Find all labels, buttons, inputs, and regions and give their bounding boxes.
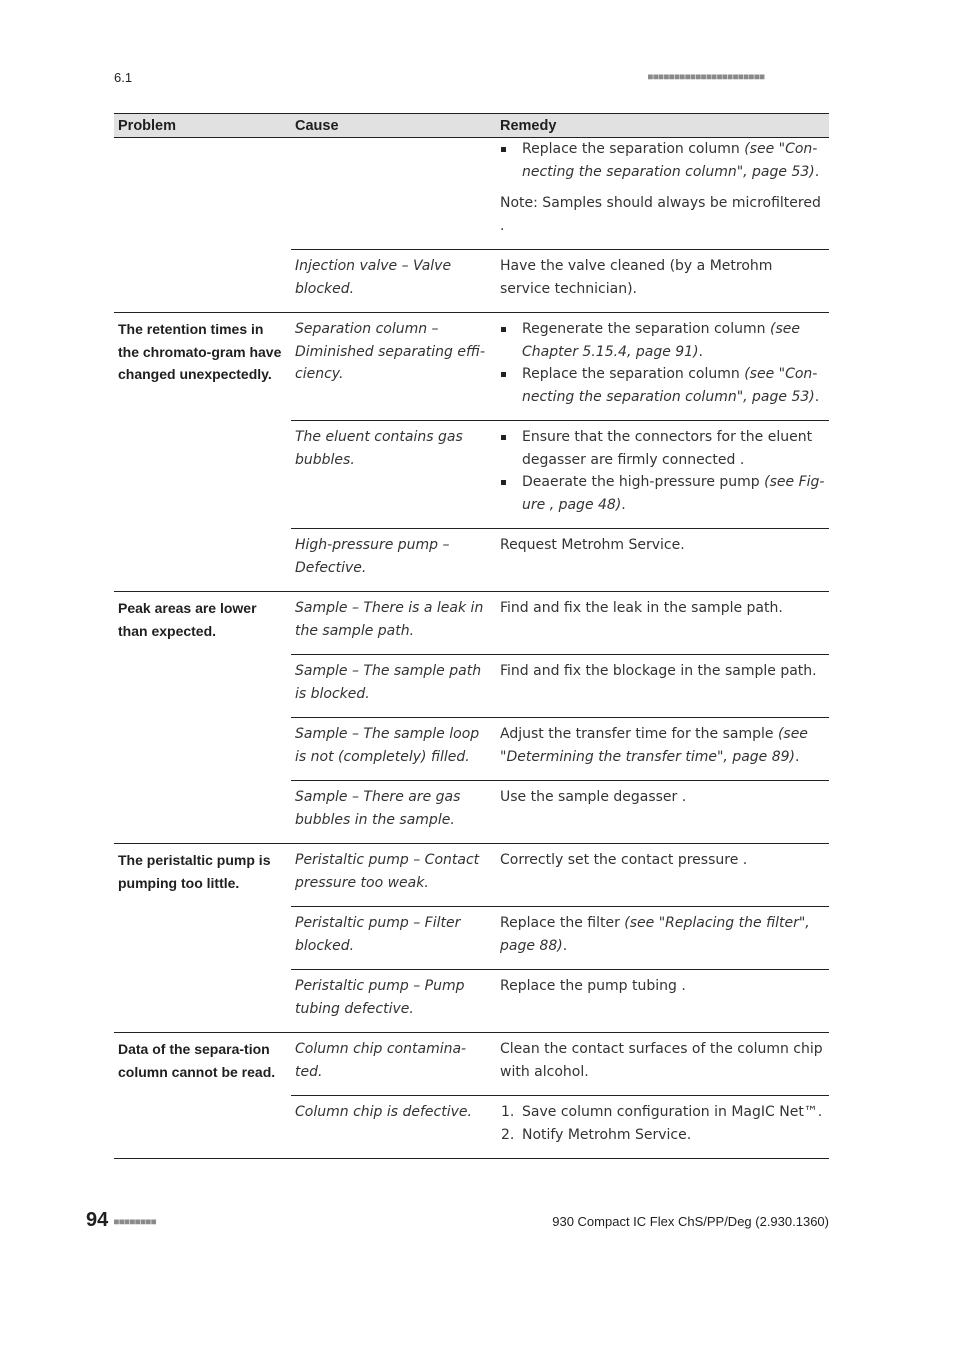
problem-cell: Peak areas are lower than expected. bbox=[114, 592, 291, 844]
remedy-cell: Replace the filter (see "Replacing the filter", page 88). bbox=[496, 907, 829, 970]
cause-cell: Sample – There are gas bubbles in the sample. bbox=[291, 781, 496, 844]
table-row bbox=[114, 1033, 829, 1096]
cause-cell: Peristaltic pump – Pump tubing defective. bbox=[291, 970, 496, 1033]
header-remedy: Remedy bbox=[496, 114, 829, 138]
footer-decoration: ■■■■■■■■ bbox=[114, 1217, 157, 1226]
remedy-cell bbox=[496, 313, 829, 421]
note-text: Note: Samples should always be microfiltered . bbox=[500, 195, 821, 234]
header-decoration: ■■■■■■■■■■■■■■■■■■■■■■ bbox=[648, 72, 765, 81]
remedy-cell: Have the valve cleaned (by a Metrohm service technician). bbox=[496, 250, 829, 313]
section-number: 6.1 bbox=[114, 70, 133, 85]
remedy-cell bbox=[496, 421, 829, 529]
remedy-list bbox=[500, 426, 825, 516]
cause-cell: Sample – The sample path is blocked. bbox=[291, 655, 496, 718]
remedy-list bbox=[500, 138, 825, 183]
remedy-cell bbox=[496, 1096, 829, 1159]
remedy-cell: Adjust the transfer time for the sample (see "Determining the transfer time", page 89). bbox=[496, 718, 829, 781]
list-item: 1. Save column configuration in MagIC Net™. bbox=[501, 1104, 823, 1120]
cause-cell: Peristaltic pump – Contact pressure too weak. bbox=[291, 844, 496, 907]
remedy-cell: Clean the contact surfaces of the column chip with alcohol. bbox=[496, 1033, 829, 1096]
remedy-cell bbox=[496, 138, 829, 250]
cause-cell: Peristaltic pump – Filter blocked. bbox=[291, 907, 496, 970]
list-item: Replace the separation column (see "Con-necting the separation column", page 53). bbox=[500, 363, 825, 408]
remedy-cell: Use the sample degasser . bbox=[496, 781, 829, 844]
cause-cell: Sample – There is a leak in the sample path. bbox=[291, 592, 496, 655]
problem-cell: The retention times in the chromato-gram have changed unexpectedly. bbox=[114, 313, 291, 592]
cause-cell: High-pressure pump – Defective. bbox=[291, 529, 496, 592]
remedy-cell: Correctly set the contact pressure . bbox=[496, 844, 829, 907]
header-problem: Problem bbox=[114, 114, 291, 138]
problem-cell bbox=[114, 138, 291, 313]
cause-cell: Injection valve – Valve blocked. bbox=[291, 250, 496, 313]
page-number: 94 bbox=[86, 1209, 109, 1231]
cause-cell: Separation column – Diminished separating effi-ciency. bbox=[291, 313, 496, 421]
problem-cell: The peristaltic pump is pumping too little. bbox=[114, 844, 291, 1033]
cause-cell: Column chip is defective. bbox=[291, 1096, 496, 1159]
remedy-steps bbox=[500, 1101, 825, 1146]
remedy-list bbox=[500, 318, 825, 408]
cause-cell: The eluent contains gas bubbles. bbox=[291, 421, 496, 529]
list-item: Replace the separation column (see "Con-necting the separation column", page 53). bbox=[500, 138, 825, 183]
remedy-cell: Find and fix the blockage in the sample path. bbox=[496, 655, 829, 718]
table-row bbox=[114, 313, 829, 421]
table-row bbox=[114, 844, 829, 907]
list-item: 2. Notify Metrohm Service. bbox=[501, 1126, 692, 1143]
table-row bbox=[114, 138, 829, 250]
remedy-cell: Find and fix the leak in the sample path. bbox=[496, 592, 829, 655]
document-title: 930 Compact IC Flex ChS/PP/Deg (2.930.1360) bbox=[552, 1214, 829, 1229]
table-header-row bbox=[114, 114, 829, 138]
table-row bbox=[114, 592, 829, 655]
cause-cell: Sample – The sample loop is not (completely) filled. bbox=[291, 718, 496, 781]
list-item: Deaerate the high-pressure pump (see Fig-ure , page 48). bbox=[500, 471, 825, 516]
remedy-cell: Replace the pump tubing . bbox=[496, 970, 829, 1033]
list-item: Ensure that the connectors for the eluent degasser are firmly connected . bbox=[500, 426, 825, 471]
remedy-cell: Request Metrohm Service. bbox=[496, 529, 829, 592]
cause-cell: Column chip contamina-ted. bbox=[291, 1033, 496, 1096]
header-cause: Cause bbox=[291, 114, 496, 138]
problem-cell: Data of the separa-tion column cannot be read. bbox=[114, 1033, 291, 1159]
troubleshooting-table bbox=[114, 113, 829, 1159]
cause-cell bbox=[291, 138, 496, 250]
list-item: Regenerate the separation column (see Chapter 5.15.4, page 91). bbox=[500, 318, 825, 363]
